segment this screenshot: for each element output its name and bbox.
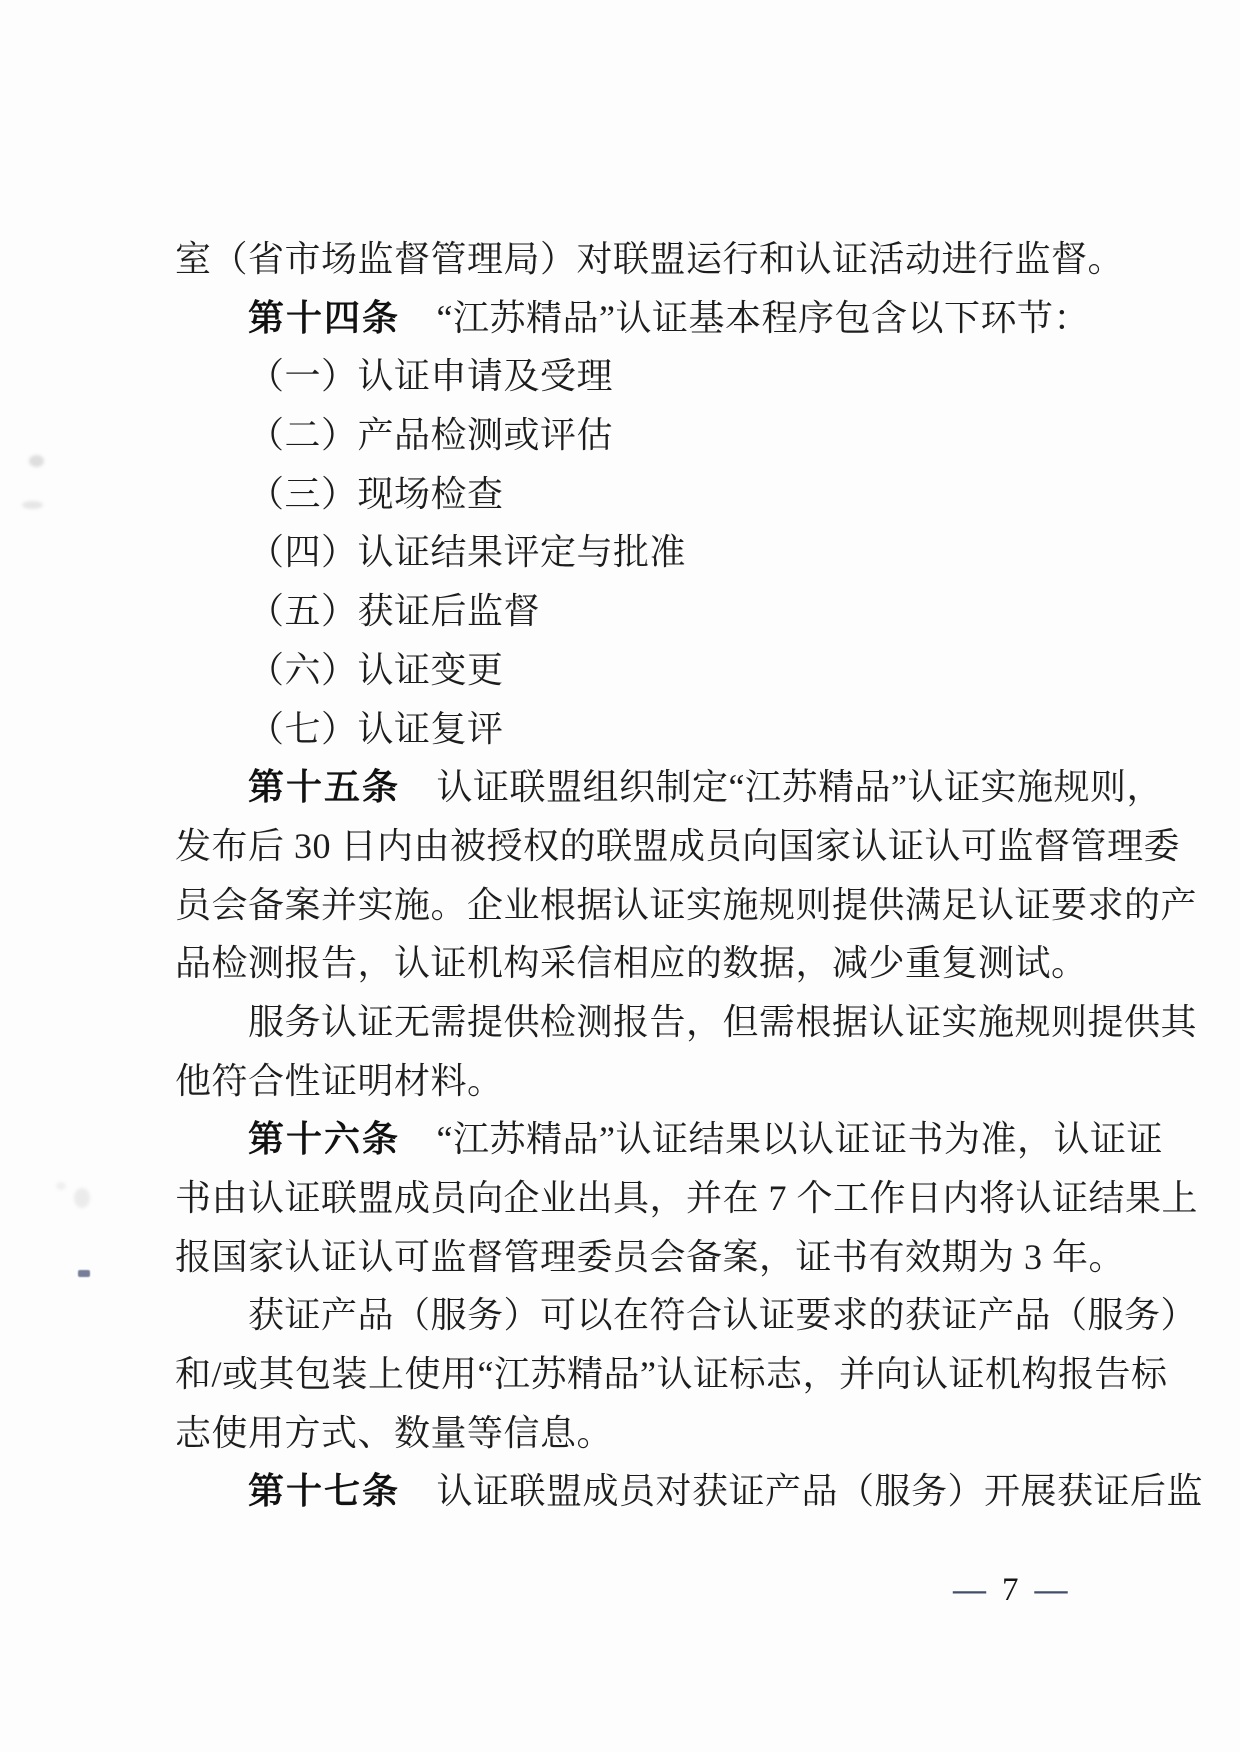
- article-number: 第十六条: [248, 1118, 401, 1160]
- doc-line: [175, 1169, 1199, 1228]
- line-text: 报国家认证认可监督管理委员会备案，证书有效期为 3 年。: [175, 1236, 1126, 1277]
- scan-artifact: [29, 455, 44, 467]
- line-text: （六）认证变更: [248, 649, 504, 690]
- line-text: （三）现场检查: [248, 473, 504, 514]
- line-text: （一）认证申请及受理: [248, 356, 614, 397]
- list-item-line: [175, 700, 1105, 759]
- line-text: （七）认证复评: [248, 708, 504, 749]
- doc-line: [175, 1404, 1105, 1463]
- line-text: 志使用方式、数量等信息。: [175, 1412, 614, 1453]
- scan-artifact: [56, 1182, 66, 1190]
- list-item-line: [175, 347, 1105, 406]
- line-text: （五）获证后监督: [248, 591, 541, 632]
- line-text: （四）认证结果评定与批准: [248, 532, 687, 573]
- line-text: “江苏精品”认证基本程序包含以下环节：: [400, 297, 1090, 338]
- line-text: 获证产品（服务）可以在符合认证要求的获证产品（服务）: [248, 1295, 1198, 1336]
- doc-line: [175, 934, 1105, 993]
- line-text: 他符合性证明材料。: [175, 1060, 504, 1101]
- article-heading-line: [175, 289, 1105, 348]
- line-text: （二）产品检测或评估: [248, 415, 614, 456]
- doc-line: [175, 1286, 1198, 1345]
- line-text: “江苏精品”认证结果以认证证书为准，认证证: [400, 1119, 1163, 1160]
- article-heading-line: [175, 758, 1163, 817]
- doc-line: [175, 993, 1198, 1052]
- line-text: 发布后 30 日内由被授权的联盟成员向国家认证认可监督管理委: [175, 825, 1181, 866]
- article-number: 第十七条: [248, 1470, 401, 1512]
- list-item-line: [175, 523, 1105, 582]
- scan-artifact: [78, 1270, 90, 1277]
- doc-line: [175, 876, 1198, 935]
- doc-line: [175, 817, 1181, 876]
- line-text: 认证联盟组织制定“江苏精品”认证实施规则，: [400, 767, 1163, 808]
- list-item-line: [175, 465, 1105, 524]
- doc-line: [175, 1345, 1168, 1404]
- list-item-line: [175, 406, 1105, 465]
- line-text: 服务认证无需提供检测报告，但需根据认证实施规则提供其: [248, 1001, 1198, 1042]
- line-text: 室（省市场监督管理局）对联盟运行和认证活动进行监督。: [175, 239, 1125, 279]
- line-text: 和/或其包装上使用“江苏精品”认证标志，并向认证机构报告标: [175, 1354, 1168, 1395]
- line-text: 认证联盟成员对获证产品（服务）开展获证后监: [400, 1471, 1204, 1512]
- scan-artifact: [22, 501, 43, 509]
- scan-artifact: [74, 1188, 90, 1208]
- footer-dash-left: —: [953, 1572, 986, 1608]
- article-number: 第十四条: [248, 296, 401, 338]
- line-text: 员会备案并实施。企业根据认证实施规则提供满足认证要求的产: [175, 884, 1198, 925]
- list-item-line: [175, 641, 1105, 700]
- doc-line: [175, 1052, 1105, 1111]
- doc-line: [175, 230, 1125, 289]
- article-heading-line: [175, 1110, 1163, 1169]
- article-number: 第十五条: [248, 766, 401, 808]
- page-number: 7: [1002, 1572, 1019, 1608]
- article-heading-line: [175, 1462, 1204, 1521]
- document-text-block: [175, 230, 1204, 1521]
- line-text: 品检测报告，认证机构采信相应的数据，减少重复测试。: [175, 943, 1088, 984]
- doc-line: [175, 1228, 1126, 1287]
- footer-dash-right: —: [1034, 1572, 1068, 1608]
- line-text: 书由认证联盟成员向企业出具，并在 7 个工作日内将认证结果上: [175, 1178, 1199, 1218]
- list-item-line: [175, 582, 1105, 641]
- page-footer: [953, 1568, 1068, 1612]
